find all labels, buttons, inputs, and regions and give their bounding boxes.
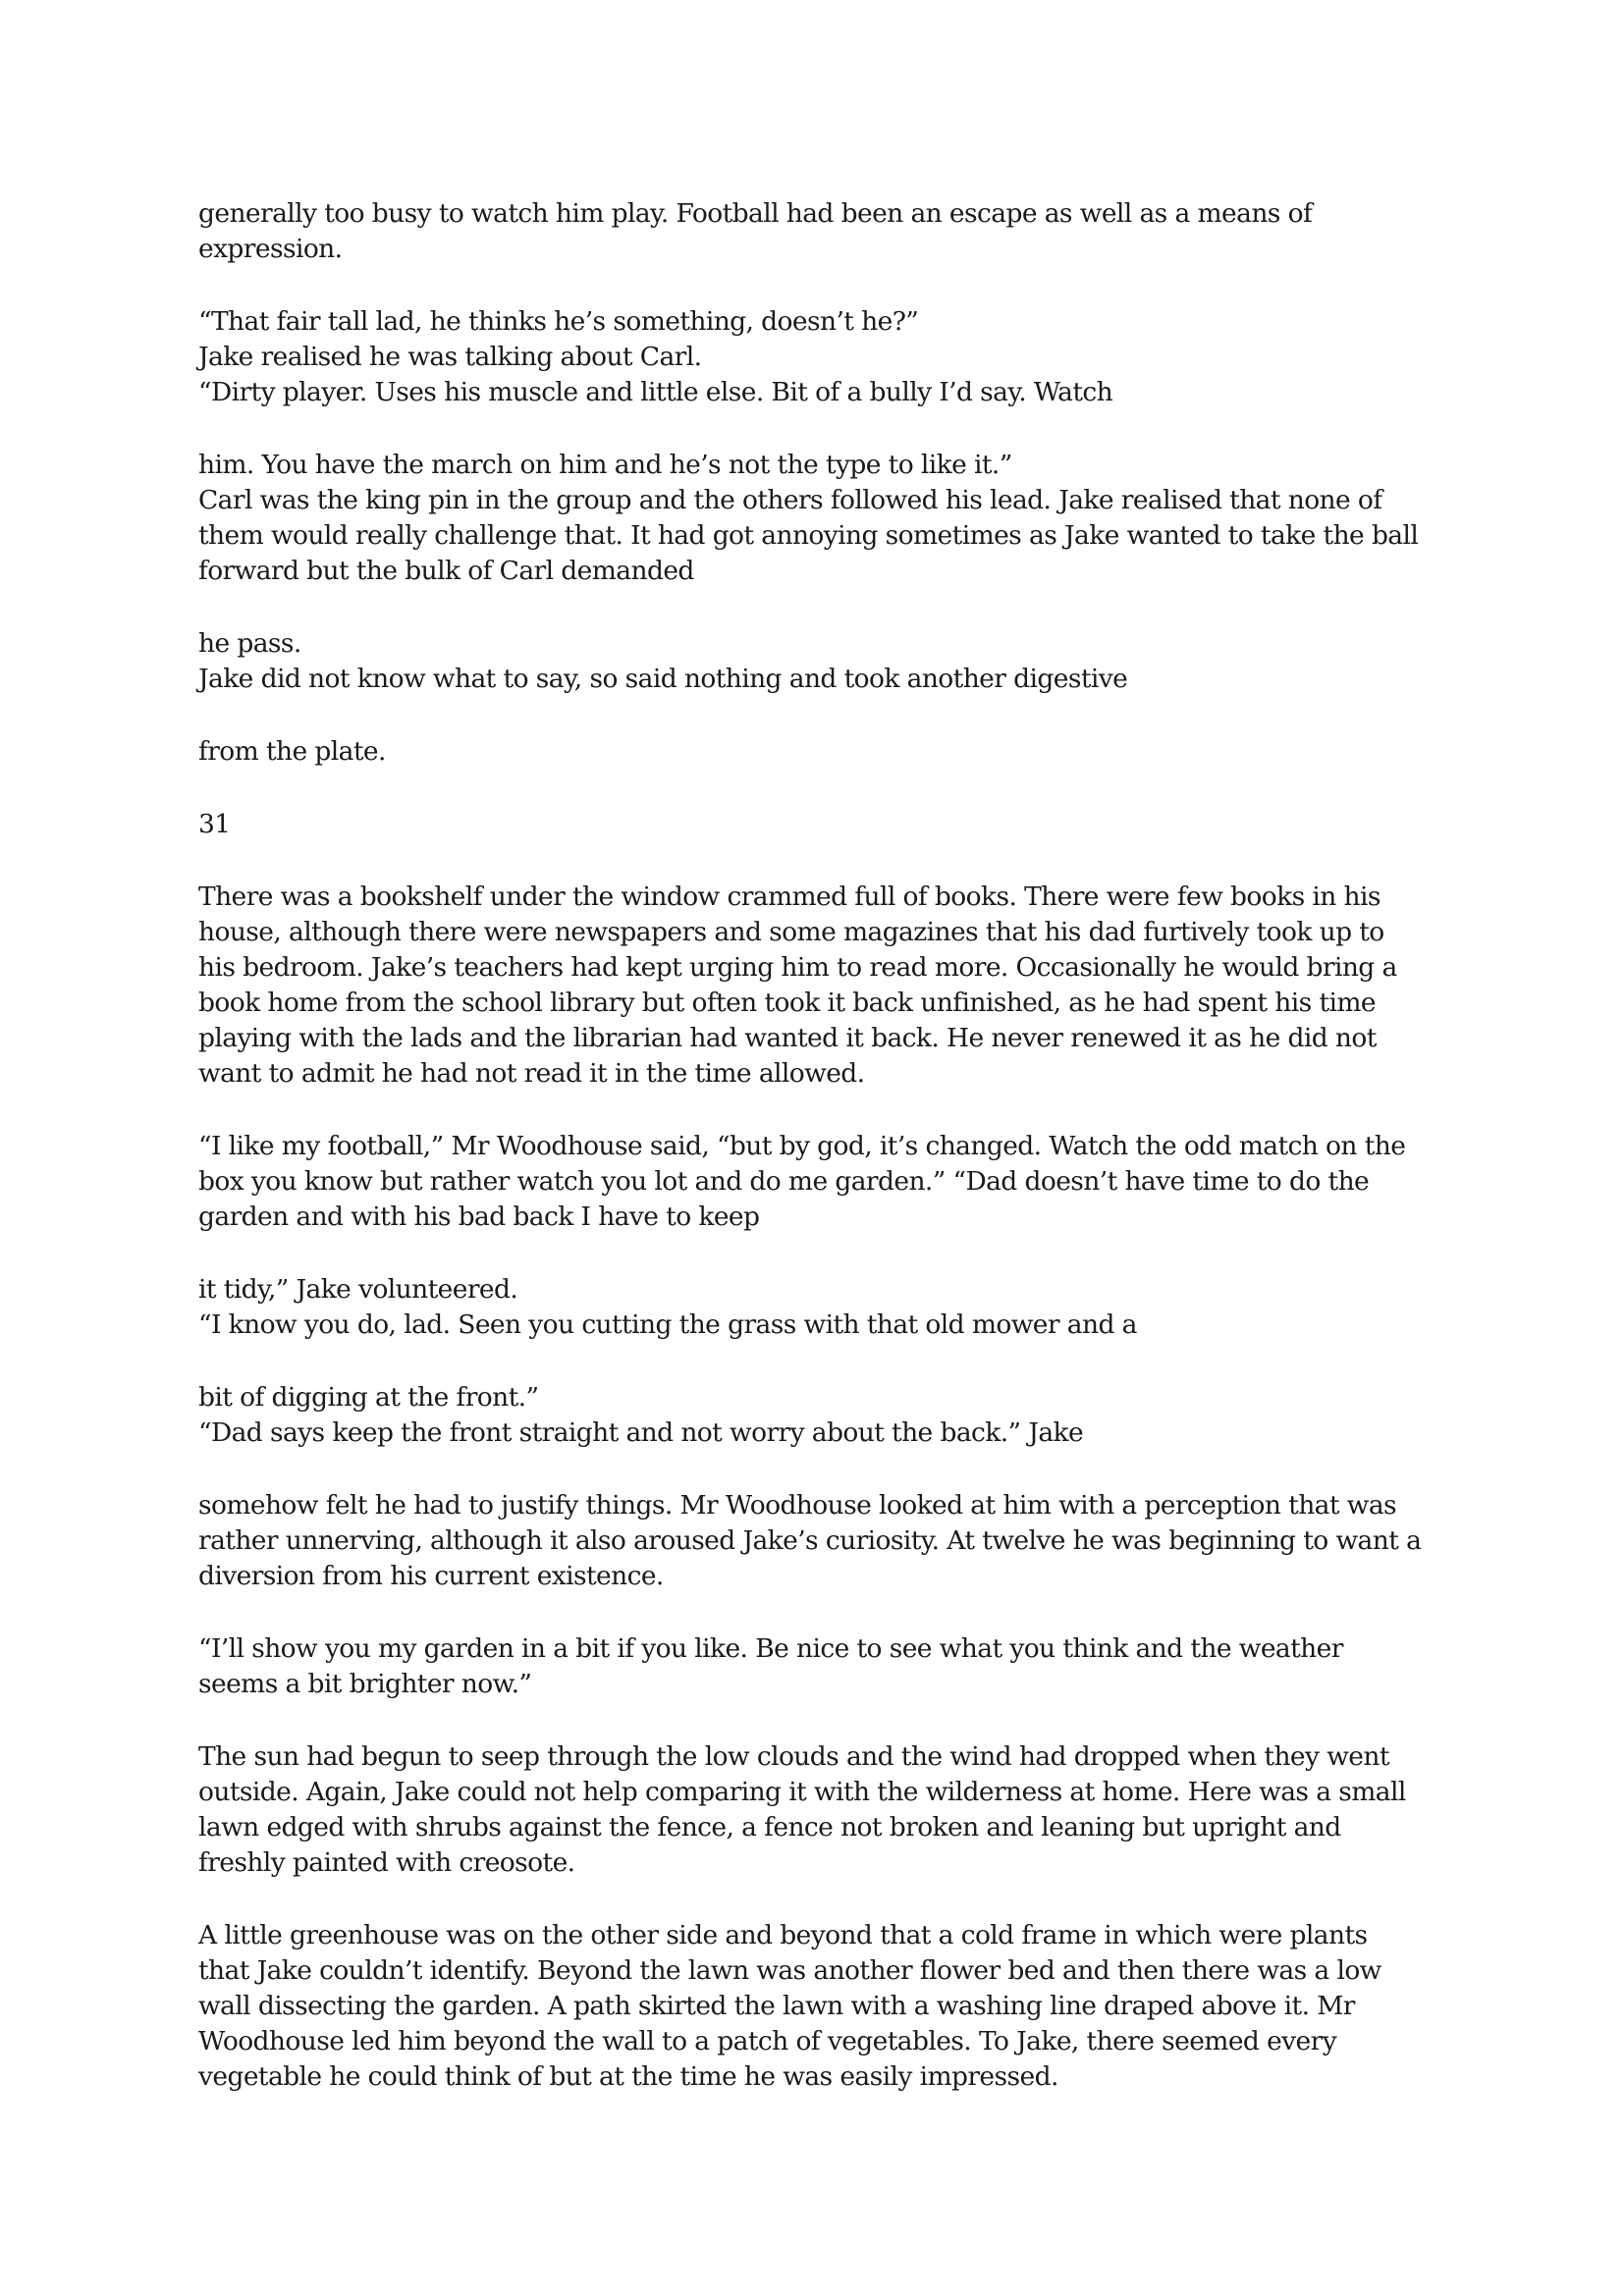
text-line: There was a bookshelf under the window crammed full of books. There were few books in his — [198, 881, 1380, 912]
text-line: The sun had begun to seep through the low clouds and the wind had dropped when they went — [198, 1741, 1389, 1772]
text-line: from the plate. — [198, 736, 386, 767]
text-line: book home from the school library but often took it back unfinished, as he had spent his time — [198, 988, 1376, 1018]
page-number-text: 31 — [198, 809, 231, 839]
text-line: Carl was the king pin in the group and the others followed his lead. Jake realised that none of — [198, 485, 1382, 515]
text-line: them would really challenge that. It had got annoying sometimes as Jake wanted to take the ball — [198, 520, 1419, 551]
text-line: him. You have the march on him and he’s not the type to like it.” — [198, 450, 1012, 480]
text-line: lawn edged with shrubs against the fence, a fence not broken and leaning but upright and — [198, 1812, 1341, 1842]
text-line: diversion from his current existence. — [198, 1561, 664, 1591]
paragraph — [198, 448, 1455, 589]
text-line: somehow felt he had to justify things. Mr Woodhouse looked at him with a perception that was — [198, 1490, 1397, 1521]
paragraph — [198, 1272, 1455, 1343]
page-number — [198, 807, 1455, 842]
text-line: Jake realised he was talking about Carl. — [198, 342, 702, 372]
text-line: “I like my football,” Mr Woodhouse said, “but by god, it’s changed. Watch the odd match on the — [198, 1131, 1406, 1161]
paragraph — [198, 880, 1455, 1092]
text-line: A little greenhouse was on the other side and beyond that a cold frame in which were plants — [198, 1920, 1368, 1950]
text-line: “Dirty player. Uses his muscle and little else. Bit of a bully I’d say. Watch — [198, 377, 1113, 407]
text-line: Jake did not know what to say, so said nothing and took another digestive — [198, 664, 1128, 694]
text-line: bit of digging at the front.” — [198, 1382, 539, 1413]
text-line: “Dad says keep the front straight and not worry about the back.” Jake — [198, 1417, 1084, 1448]
text-line: freshly painted with creosote. — [198, 1847, 575, 1878]
text-line: that Jake couldn’t identify. Beyond the lawn was another flower bed and then there was a low — [198, 1955, 1381, 1986]
text-line: forward but the bulk of Carl demanded — [198, 556, 694, 586]
paragraph — [198, 734, 1455, 770]
text-line: Woodhouse led him beyond the wall to a patch of vegetables. To Jake, there seemed every — [198, 2026, 1337, 2056]
text-line: wall dissecting the garden. A path skirted the lawn with a washing line draped above it. Mr — [198, 1991, 1355, 2021]
document-page — [198, 196, 1455, 2132]
paragraph — [198, 1129, 1455, 1235]
text-line: garden and with his bad back I have to keep — [198, 1201, 760, 1232]
text-line: he pass. — [198, 628, 301, 659]
text-line: playing with the lads and the librarian had wanted it back. He never renewed it as he did not — [198, 1023, 1377, 1053]
text-line: generally too busy to watch him play. Football had been an escape as well as a means of — [198, 198, 1313, 229]
text-line: rather unnerving, although it also aroused Jake’s curiosity. At twelve he was beginning to want a — [198, 1525, 1422, 1556]
paragraph — [198, 304, 1455, 410]
text-line: house, although there were newspapers and some magazines that his dad furtively took up to — [198, 917, 1384, 947]
paragraph — [198, 1380, 1455, 1451]
text-line: want to admit he had not read it in the time allowed. — [198, 1058, 865, 1089]
text-line: “I’ll show you my garden in a bit if you like. Be nice to see what you think and the weather — [198, 1633, 1343, 1664]
text-line: his bedroom. Jake’s teachers had kept urging him to read more. Occasionally he would bring a — [198, 952, 1397, 983]
text-line: it tidy,” Jake volunteered. — [198, 1274, 518, 1305]
paragraph — [198, 626, 1455, 697]
text-line: outside. Again, Jake could not help comparing it with the wilderness at home. Here was a small — [198, 1777, 1406, 1807]
text-line: expression. — [198, 234, 343, 264]
text-line: box you know but rather watch you lot and do me garden.” “Dad doesn’t have time to do the — [198, 1166, 1370, 1197]
paragraph — [198, 196, 1455, 267]
text-line: “That fair tall lad, he thinks he’s something, doesn’t he?” — [198, 306, 919, 337]
paragraph — [198, 1918, 1455, 2095]
paragraph — [198, 1631, 1455, 1702]
text-line: seems a bit brighter now.” — [198, 1669, 532, 1699]
text-line: “I know you do, lad. Seen you cutting the grass with that old mower and a — [198, 1309, 1137, 1340]
paragraph — [198, 1488, 1455, 1594]
text-line: vegetable he could think of but at the time he was easily impressed. — [198, 2061, 1058, 2092]
paragraph — [198, 1739, 1455, 1881]
